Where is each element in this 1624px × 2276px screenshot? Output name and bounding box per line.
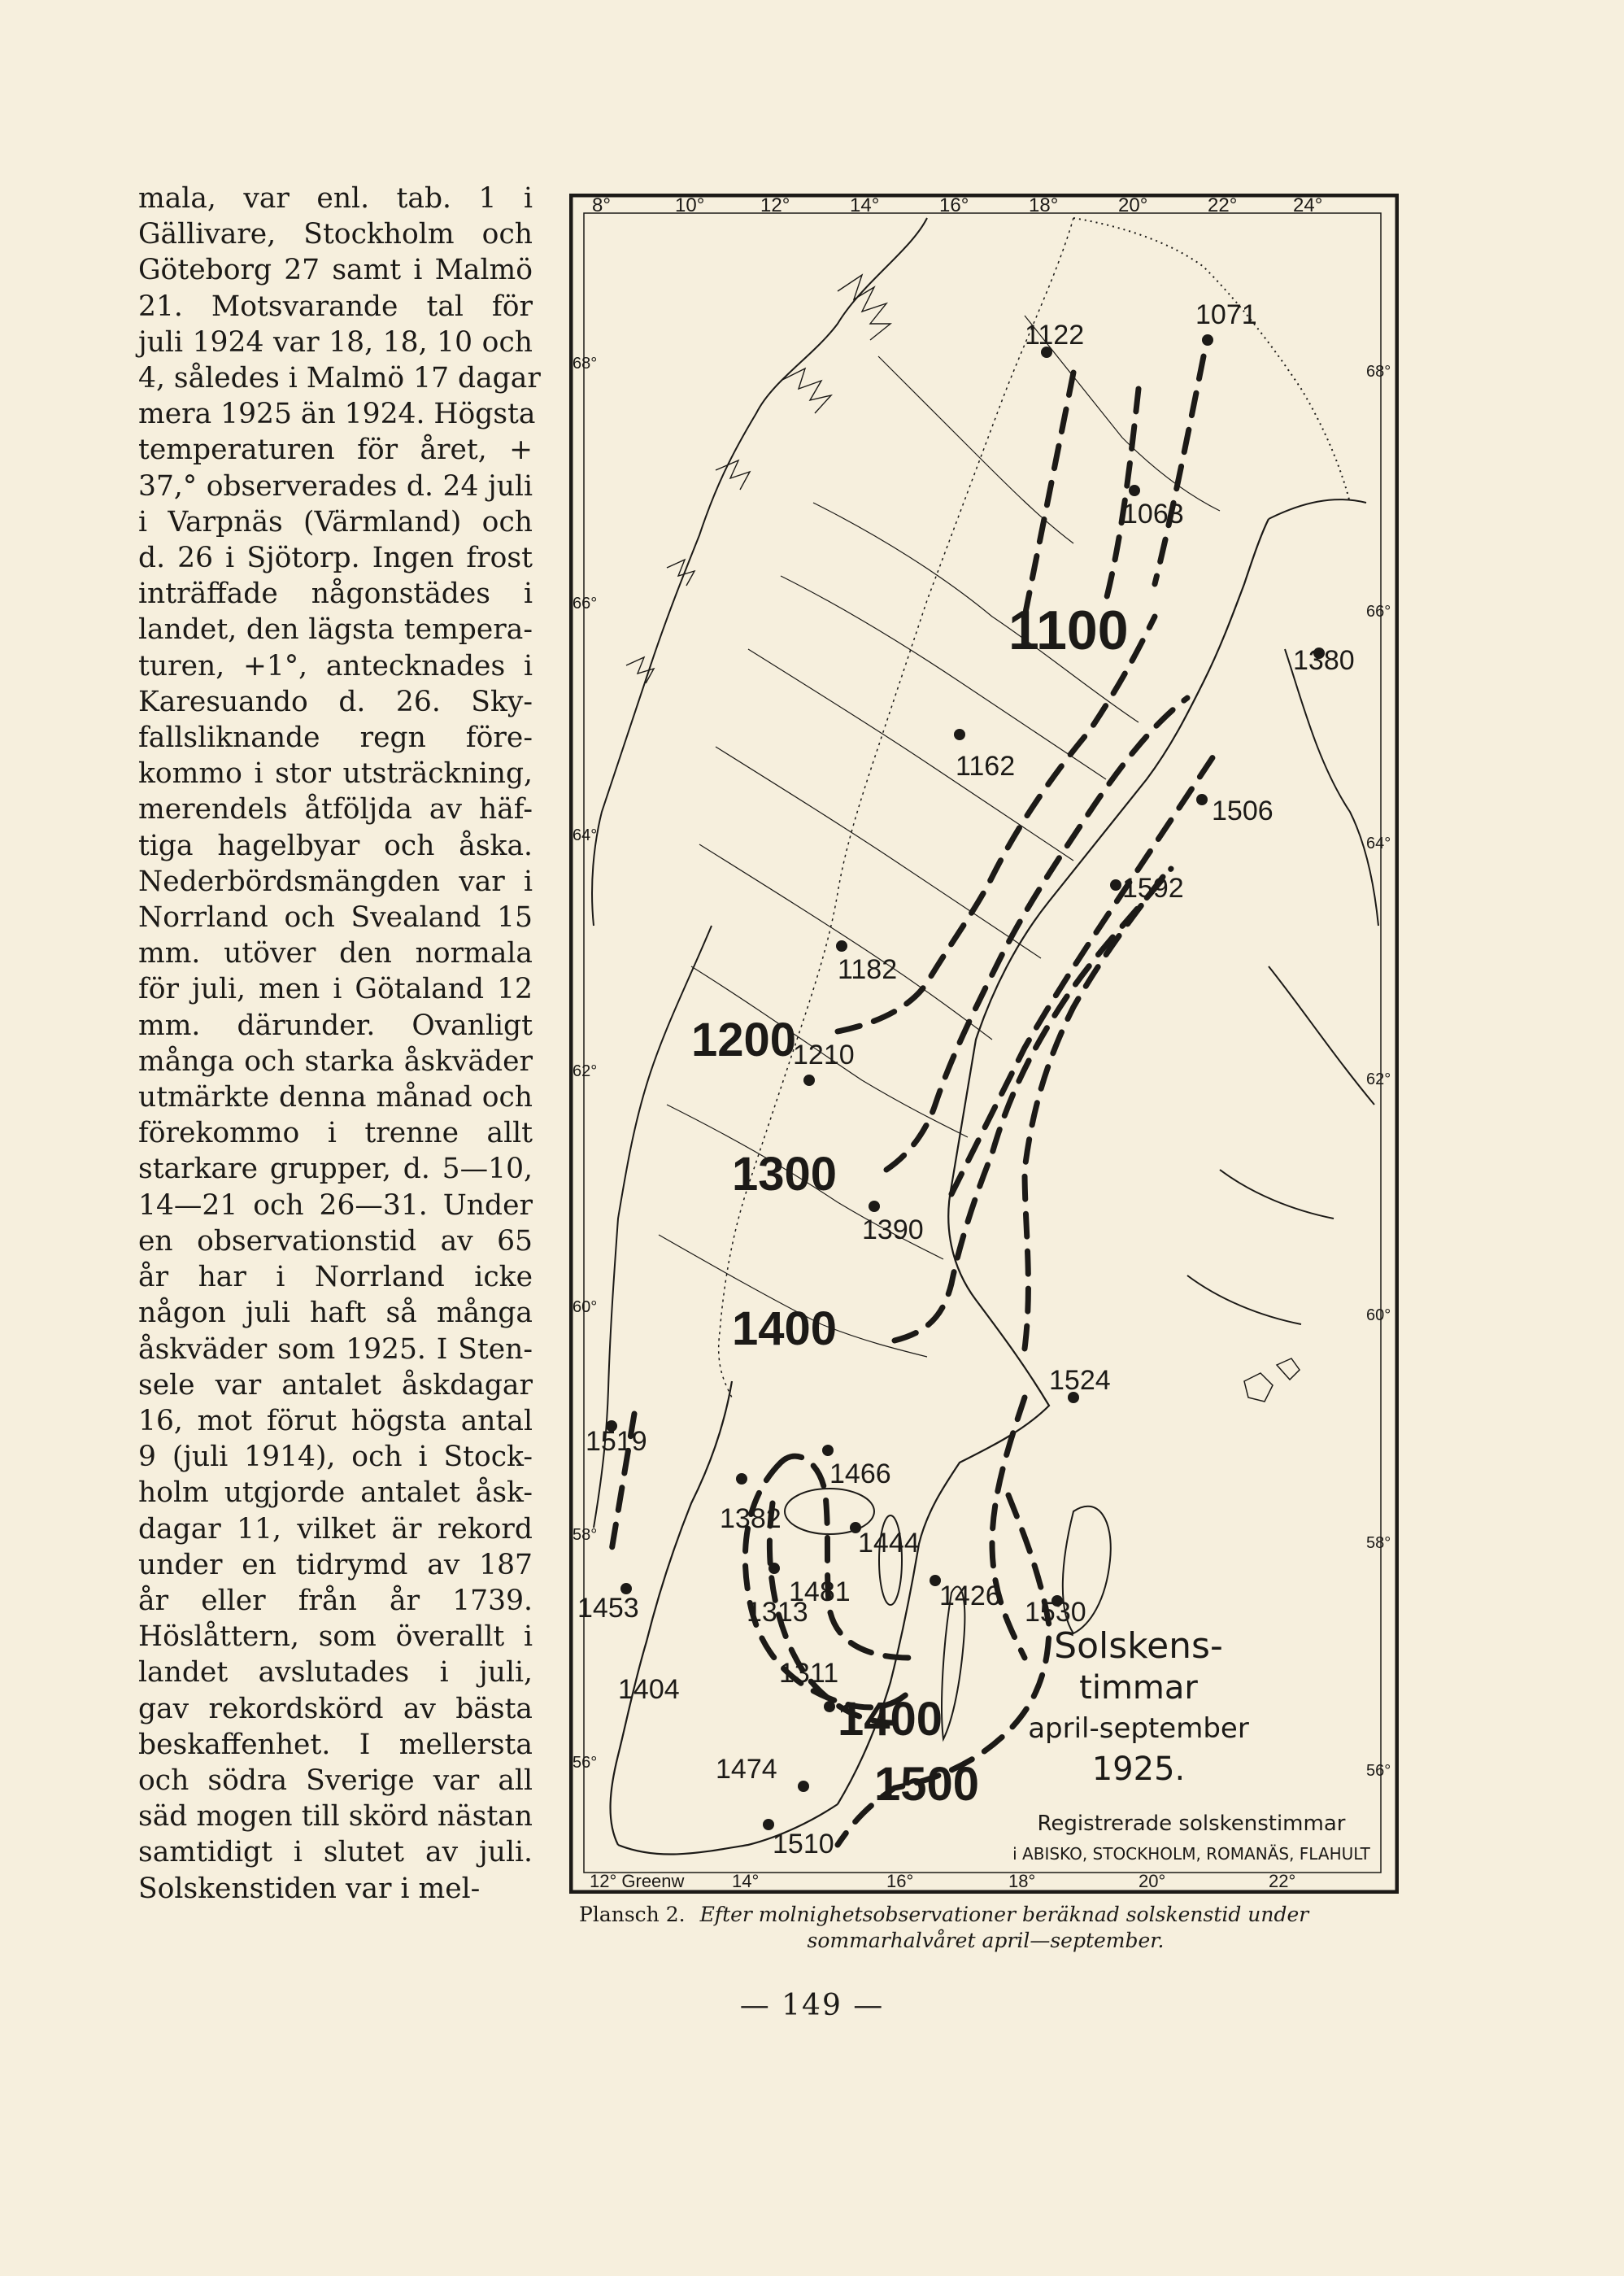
station-label: 1071 xyxy=(1195,299,1257,330)
station-label: 1404 xyxy=(618,1674,680,1705)
top-longitude-label: 10° xyxy=(675,194,705,216)
body-line: Höslåttern, som överallt i xyxy=(138,1620,533,1654)
left-latitude-label: 56° xyxy=(573,1754,598,1772)
body-line: dagar 11, vilket är rekord xyxy=(138,1512,533,1546)
station-label: 1466 xyxy=(829,1458,891,1489)
bottom-longitude-label: 16° xyxy=(886,1871,914,1891)
body-line: Solskenstiden var i mel- xyxy=(138,1872,481,1905)
isoline-1400-mid xyxy=(1025,877,1163,1349)
station-dot xyxy=(954,729,965,740)
station-dot xyxy=(1129,485,1140,496)
station-label: 1426 xyxy=(939,1581,1001,1611)
station-dot xyxy=(803,1075,815,1086)
sunshine-map xyxy=(569,194,1399,1894)
body-line: många och starka åskväder xyxy=(138,1044,533,1078)
station-label: 1210 xyxy=(793,1040,855,1070)
station-dot xyxy=(824,1701,835,1712)
right-latitude-labels xyxy=(1366,363,1391,1780)
caption-plate: Plansch 2. xyxy=(579,1903,686,1926)
body-line: landet, den lägsta tempera- xyxy=(138,613,533,647)
body-line: Göteborg 27 samt i Malmö xyxy=(138,254,533,287)
body-line: Norrland och Svealand 15 xyxy=(138,901,533,935)
body-line: mm. utöver den normala xyxy=(138,937,533,970)
right-latitude-label: 68° xyxy=(1366,363,1391,381)
body-line: 9 (juli 1914), och i Stock- xyxy=(138,1441,533,1474)
body-line: Gällivare, Stockholm och xyxy=(138,218,533,251)
station-label: 1122 xyxy=(1025,320,1085,351)
body-line: 21. Motsvarande tal för xyxy=(138,290,533,323)
isoline-1300-a xyxy=(886,698,1187,1170)
station-label: 1506 xyxy=(1212,796,1274,826)
top-longitude-label: 14° xyxy=(850,194,880,216)
isolines xyxy=(610,356,1220,1845)
station-label: 1592 xyxy=(1122,873,1184,904)
body-line: tiga hagelbyar och åska. xyxy=(138,829,533,862)
body-line: åskväder som 1925. I Sten- xyxy=(138,1332,533,1366)
caption-line-1: Efter molnighetsobservationer beräknad solskenstid under xyxy=(699,1903,1309,1926)
body-line: mala, var enl. tab. 1 i xyxy=(138,182,533,215)
map-legend xyxy=(1012,1625,1371,1864)
station-label: 1063 xyxy=(1122,499,1184,530)
isoline-1100-c xyxy=(1155,356,1204,584)
body-line: Nederbördsmängden var i xyxy=(138,865,533,898)
body-line: någon juli haft så många xyxy=(138,1297,533,1330)
top-longitude-labels xyxy=(592,194,1322,216)
left-latitude-label: 64° xyxy=(573,826,598,844)
left-latitude-labels xyxy=(573,355,597,1772)
right-latitude-label: 58° xyxy=(1366,1534,1391,1552)
isoline-label: 1300 xyxy=(732,1148,838,1201)
caption-line-2: sommarhalvåret april—september. xyxy=(807,1929,1165,1952)
station-label: 1453 xyxy=(577,1593,639,1624)
station-dot xyxy=(822,1445,834,1456)
station-label: 1311 xyxy=(779,1658,839,1689)
body-line: inträffade någonstädes i xyxy=(138,578,533,611)
bottom-longitude-label: 18° xyxy=(1008,1871,1036,1891)
station-label: 1182 xyxy=(838,954,898,985)
legend-title-line: april-september xyxy=(1028,1712,1249,1745)
body-line: under en tidrymd av 187 xyxy=(138,1548,533,1581)
legend-note-line: i ABISKO, STOCKHOLM, ROMANÄS, FLAHULT xyxy=(1012,1844,1370,1864)
left-latitude-label: 68° xyxy=(573,355,598,373)
body-line: utmärkte denna månad och xyxy=(138,1081,533,1114)
station-label: 1390 xyxy=(862,1214,924,1245)
isoline-label: 1400 xyxy=(838,1693,943,1746)
legend-title-line: 1925. xyxy=(1091,1751,1186,1788)
station-label: 1313 xyxy=(747,1597,808,1628)
body-line: för juli, men i Götaland 12 xyxy=(138,973,533,1006)
left-latitude-label: 58° xyxy=(573,1526,598,1544)
top-longitude-label: 20° xyxy=(1118,194,1148,216)
station-label: 1162 xyxy=(956,751,1016,782)
body-line: förekommo i trenne allt xyxy=(138,1117,533,1150)
isoline-1100 xyxy=(1025,373,1073,617)
body-line: och södra Sverige var all xyxy=(138,1764,533,1797)
body-line: turen, +1°, antecknades i xyxy=(138,649,533,682)
left-latitude-label: 62° xyxy=(573,1062,598,1080)
body-line: år eller från år 1739. xyxy=(138,1584,533,1617)
station-dot xyxy=(736,1473,747,1485)
station-label: 1382 xyxy=(720,1503,782,1534)
body-line: mera 1925 än 1924. Högsta xyxy=(138,398,536,431)
station-dot xyxy=(1202,334,1213,346)
bottom-longitude-label: 12° Greenw xyxy=(590,1871,685,1891)
isoline-label: 1400 xyxy=(732,1302,838,1355)
body-line: 37,° observerades d. 24 juli xyxy=(138,469,533,503)
body-line: sele var antalet åskdagar xyxy=(138,1368,533,1402)
station-label: 1524 xyxy=(1049,1365,1111,1396)
bottom-longitude-label: 22° xyxy=(1269,1871,1296,1891)
station-label: 1474 xyxy=(716,1754,777,1785)
finland-border xyxy=(1073,218,1350,503)
finland-coast xyxy=(1187,499,1378,1324)
right-latitude-label: 66° xyxy=(1366,603,1391,621)
body-line: samtidigt i slutet av juli. xyxy=(138,1836,533,1869)
body-line: en observationstid av 65 xyxy=(138,1224,533,1258)
body-line: 4, således i Malmö 17 dagar xyxy=(138,362,541,395)
figure-caption xyxy=(579,1902,1392,1954)
top-longitude-label: 8° xyxy=(592,194,611,216)
station-label: 1530 xyxy=(1025,1597,1086,1628)
isoline-label: 1500 xyxy=(874,1758,980,1811)
legend-note-line: Registrerade solskenstimmar xyxy=(1037,1812,1346,1836)
station-label: 1481 xyxy=(789,1576,851,1607)
station-label: 1380 xyxy=(1293,645,1355,676)
bottom-longitude-labels xyxy=(590,1871,1295,1891)
body-line: år har i Norrland icke xyxy=(138,1261,533,1294)
body-line: starkare grupper, d. 5—10, xyxy=(138,1153,533,1186)
right-latitude-label: 56° xyxy=(1366,1762,1391,1780)
legend-title-line: timmar xyxy=(1079,1669,1198,1707)
body-line: säd mogen till skörd nästan xyxy=(138,1800,533,1833)
body-line: mm. därunder. Ovanligt xyxy=(138,1009,533,1042)
left-latitude-label: 66° xyxy=(573,595,598,613)
map-svg xyxy=(569,194,1399,1894)
rivers xyxy=(659,316,1220,1357)
body-line: Karesuando d. 26. Sky- xyxy=(138,685,533,718)
body-line: kommo i stor utsträckning, xyxy=(138,757,533,791)
body-line: 16, mot förut högsta antal xyxy=(138,1404,533,1437)
body-line: 14—21 och 26—31. Under xyxy=(138,1188,533,1222)
station-dot xyxy=(798,1781,809,1792)
station-dot xyxy=(1110,879,1121,891)
body-line: d. 26 i Sjötorp. Ingen frost xyxy=(138,542,533,575)
body-line: merendels åtföljda av häf- xyxy=(138,793,533,826)
station-dot xyxy=(869,1201,880,1212)
isoline-label: 1200 xyxy=(691,1014,797,1066)
body-text-column xyxy=(138,181,541,1907)
body-line: i Varpnäs (Värmland) och xyxy=(138,505,533,538)
body-line: temperaturen för året, + xyxy=(138,434,533,467)
body-line: fallsliknande regn före- xyxy=(138,722,533,755)
top-longitude-label: 16° xyxy=(939,194,969,216)
body-line: juli 1924 var 18, 18, 10 och xyxy=(138,325,533,359)
station-labels xyxy=(577,299,1355,1860)
bottom-longitude-label: 14° xyxy=(732,1871,760,1891)
bottom-longitude-label: 20° xyxy=(1139,1871,1166,1891)
body-line: holm utgjorde antalet åsk- xyxy=(138,1476,533,1510)
station-dot xyxy=(1196,794,1208,805)
top-longitude-label: 22° xyxy=(1208,194,1238,216)
station-label: 1444 xyxy=(858,1528,920,1559)
isoline-label: 1100 xyxy=(1008,600,1129,661)
aland-islands xyxy=(1244,1358,1300,1402)
station-dot xyxy=(836,940,847,952)
body-line: landet avslutades i juli, xyxy=(138,1656,533,1690)
right-latitude-label: 62° xyxy=(1366,1070,1391,1088)
station-label: 1519 xyxy=(586,1426,647,1457)
right-latitude-label: 64° xyxy=(1366,835,1391,852)
body-line: gav rekordskörd av bästa xyxy=(138,1692,533,1725)
page-number: — 149 — xyxy=(739,1989,885,2022)
left-latitude-label: 60° xyxy=(573,1298,598,1316)
legend-title-line: Solskens- xyxy=(1054,1625,1223,1667)
station-dot xyxy=(768,1563,780,1574)
top-longitude-label: 24° xyxy=(1293,194,1323,216)
right-latitude-label: 60° xyxy=(1366,1306,1391,1324)
body-line: beskaffenhet. I mellersta xyxy=(138,1728,533,1761)
top-longitude-label: 12° xyxy=(760,194,790,216)
station-label: 1510 xyxy=(773,1829,834,1860)
top-longitude-label: 18° xyxy=(1029,194,1059,216)
